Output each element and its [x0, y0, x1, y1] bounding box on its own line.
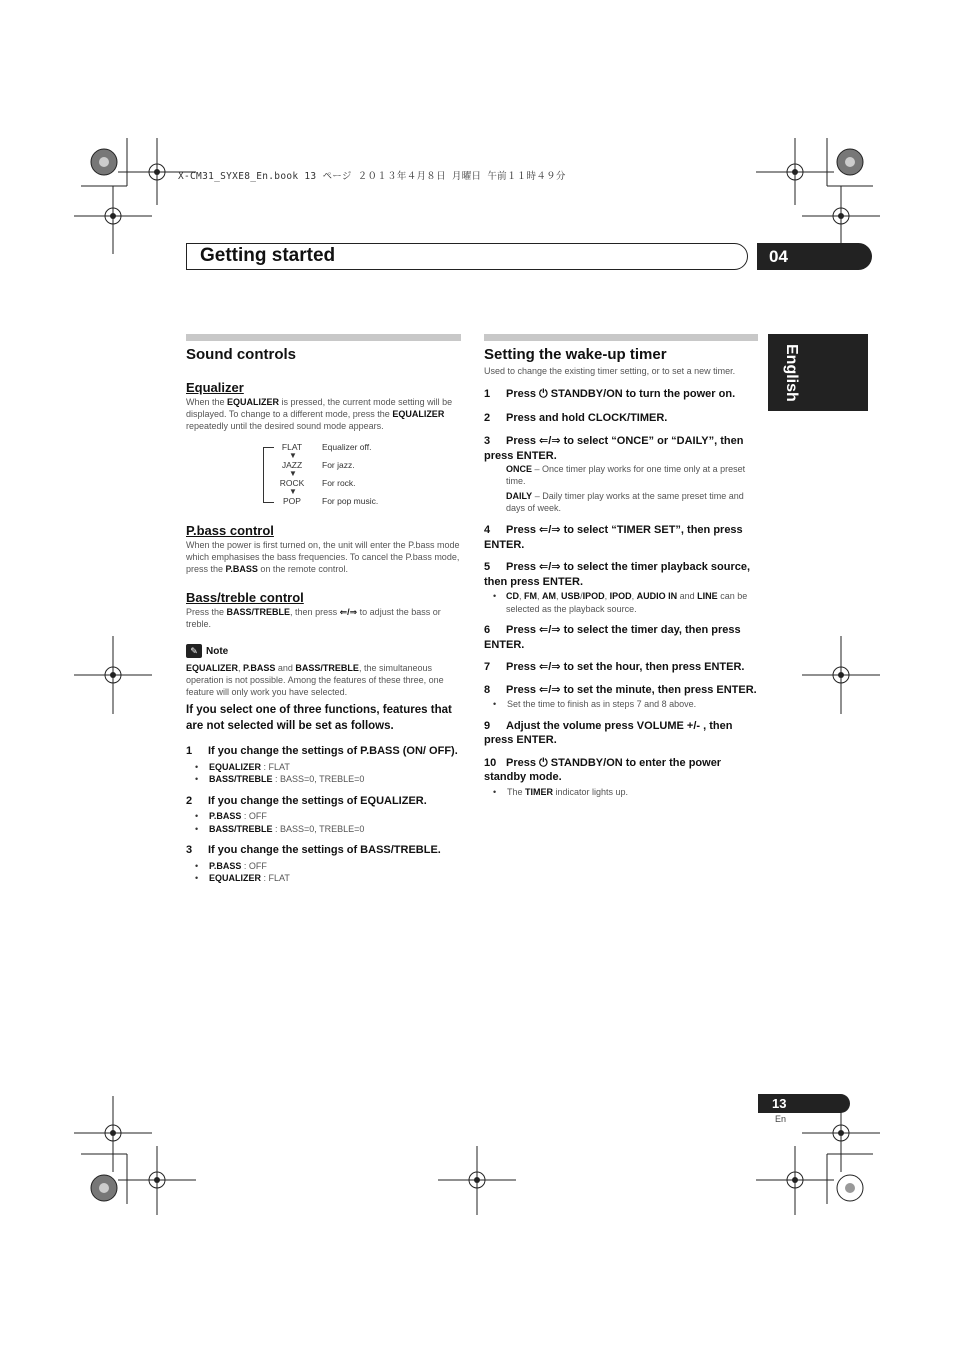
heading-pbass: P.bass control	[186, 523, 274, 538]
file-info: X-CM31_SYXE8_En.book 13 ページ ２０１３年４月８日 月曜日 午前１１時４９分	[178, 171, 566, 182]
list-item: • Set the time to finish as in steps 7 and 8 above.	[484, 698, 758, 711]
note-item-2-bullets	[186, 810, 461, 835]
down-arrow-icon: ▼	[289, 487, 297, 496]
timer-step-5-bullets	[484, 590, 758, 615]
list-item: • P.BASS : OFF	[186, 810, 461, 823]
down-arrow-icon: ▼	[289, 469, 297, 478]
eq-mode-jazz: JAZZ	[281, 460, 303, 470]
list-item: • EQUALIZER : FLAT	[186, 872, 461, 885]
chapter-badge: 04	[757, 243, 872, 270]
pbass-body: When the power is first turned on, the unit will enter the P.bass mode which emphasises the bass frequencies. To cancel the P.bass mode, press the P.BASS on the remote control.	[186, 540, 460, 574]
timer-step-9: 9 Adjust the volume press VOLUME +/- , then press ENTER.	[484, 719, 733, 746]
timer-step-3: 3 Press ⇐/⇒ to select “ONCE” or “DAILY”, then press ENTER.	[484, 435, 744, 462]
note-item-3: 3 If you change the settings of BASS/TREBLE.	[186, 844, 441, 856]
timer-step-8: 8 Press ⇐/⇒ to set the minute, then press ENTER.	[484, 683, 757, 696]
timer-step-10: 10 Press ⏻ STANDBY/ON to enter the power standby mode.	[484, 756, 722, 783]
note-bold-lead: If you select one of three functions, features that are not selected will be set as follows.	[186, 704, 452, 732]
note-pencil-icon: ✎	[186, 644, 202, 658]
equalizer-mode-diagram	[186, 442, 461, 512]
page-title: Getting started	[200, 245, 336, 266]
right-column	[484, 334, 758, 798]
section-title-wake-up-timer: Setting the wake-up timer	[484, 346, 667, 363]
timer-step-1: 1 Press ⏻ STANDBY/ON to turn the power on.	[484, 388, 736, 400]
note-item-1-bullets	[186, 761, 461, 786]
language-label: English	[783, 344, 800, 402]
note-item-3-bullets	[186, 860, 461, 885]
equalizer-body: When the EQUALIZER is pressed, the current mode setting will be displayed. To change to a different mode, press the EQUALIZER repeatedly until the desired sound mode appears.	[186, 397, 453, 431]
bass-treble-body: Press the BASS/TREBLE, then press ⇐/⇒ to adjust the bass or treble.	[186, 607, 441, 629]
down-arrow-icon: ▼	[289, 451, 297, 460]
list-item: • CD, FM, AM, USB/IPOD, IPOD, AUDIO IN and LINE can be selected as the playback source.	[484, 590, 758, 615]
note-item-2: 2 If you change the settings of EQUALIZER.	[186, 794, 427, 807]
eq-desc-rock: For rock.	[322, 478, 356, 488]
section-bar	[484, 334, 758, 341]
eq-mode-pop: POP	[283, 496, 301, 506]
eq-desc-jazz: For jazz.	[322, 460, 355, 470]
timer-step-5: 5 Press ⇐/⇒ to select the timer playback source, then press ENTER.	[484, 561, 751, 588]
timer-step-4: 4 Press ⇐/⇒ to select “TIMER SET”, then press ENTER.	[484, 524, 743, 551]
note-body: EQUALIZER, P.BASS and BASS/TREBLE, the simultaneous operation is not possible. Among the features of these three, one feature will only work you have selected.	[186, 663, 444, 697]
timer-step-6: 6 Press ⇐/⇒ to select the timer day, then press ENTER.	[484, 624, 741, 651]
eq-mode-rock: ROCK	[279, 478, 305, 488]
list-item: • P.BASS : OFF	[186, 860, 461, 873]
timer-step-7: 7 Press ⇐/⇒ to set the hour, then press ENTER.	[484, 661, 745, 673]
section-bar	[186, 334, 461, 341]
def-once: ONCE – Once timer play works for one time only at a preset time.	[506, 464, 746, 486]
eq-desc-flat: Equalizer off.	[322, 442, 372, 452]
timer-step-2: 2 Press and hold CLOCK/TIMER.	[484, 411, 668, 424]
note-header: ✎ Note	[186, 644, 461, 658]
page-number: 13	[758, 1094, 850, 1113]
list-item: • BASS/TREBLE : BASS=0, TREBLE=0	[186, 773, 461, 786]
page-language: En	[775, 1114, 787, 1124]
timer-intro: Used to change the existing timer setting, or to set a new timer.	[484, 366, 736, 376]
left-column	[186, 334, 461, 885]
cycle-loop-line	[263, 447, 274, 503]
list-item: • BASS/TREBLE : BASS=0, TREBLE=0	[186, 823, 461, 836]
heading-bass-treble: Bass/treble control	[186, 590, 304, 605]
timer-step-10-bullets	[484, 786, 758, 799]
def-daily: DAILY – Daily timer play works at the same preset time and days of week.	[506, 491, 744, 513]
heading-equalizer: Equalizer	[186, 380, 244, 395]
eq-desc-pop: For pop music.	[322, 496, 379, 506]
timer-step-8-bullets	[484, 698, 758, 711]
list-item: • The TIMER indicator lights up.	[484, 786, 758, 799]
section-title-sound-controls: Sound controls	[186, 346, 296, 363]
list-item: • EQUALIZER : FLAT	[186, 761, 461, 774]
eq-mode-flat: FLAT	[281, 442, 303, 452]
note-item-1: 1 If you change the settings of P.BASS (ON/ OFF).	[186, 745, 458, 757]
